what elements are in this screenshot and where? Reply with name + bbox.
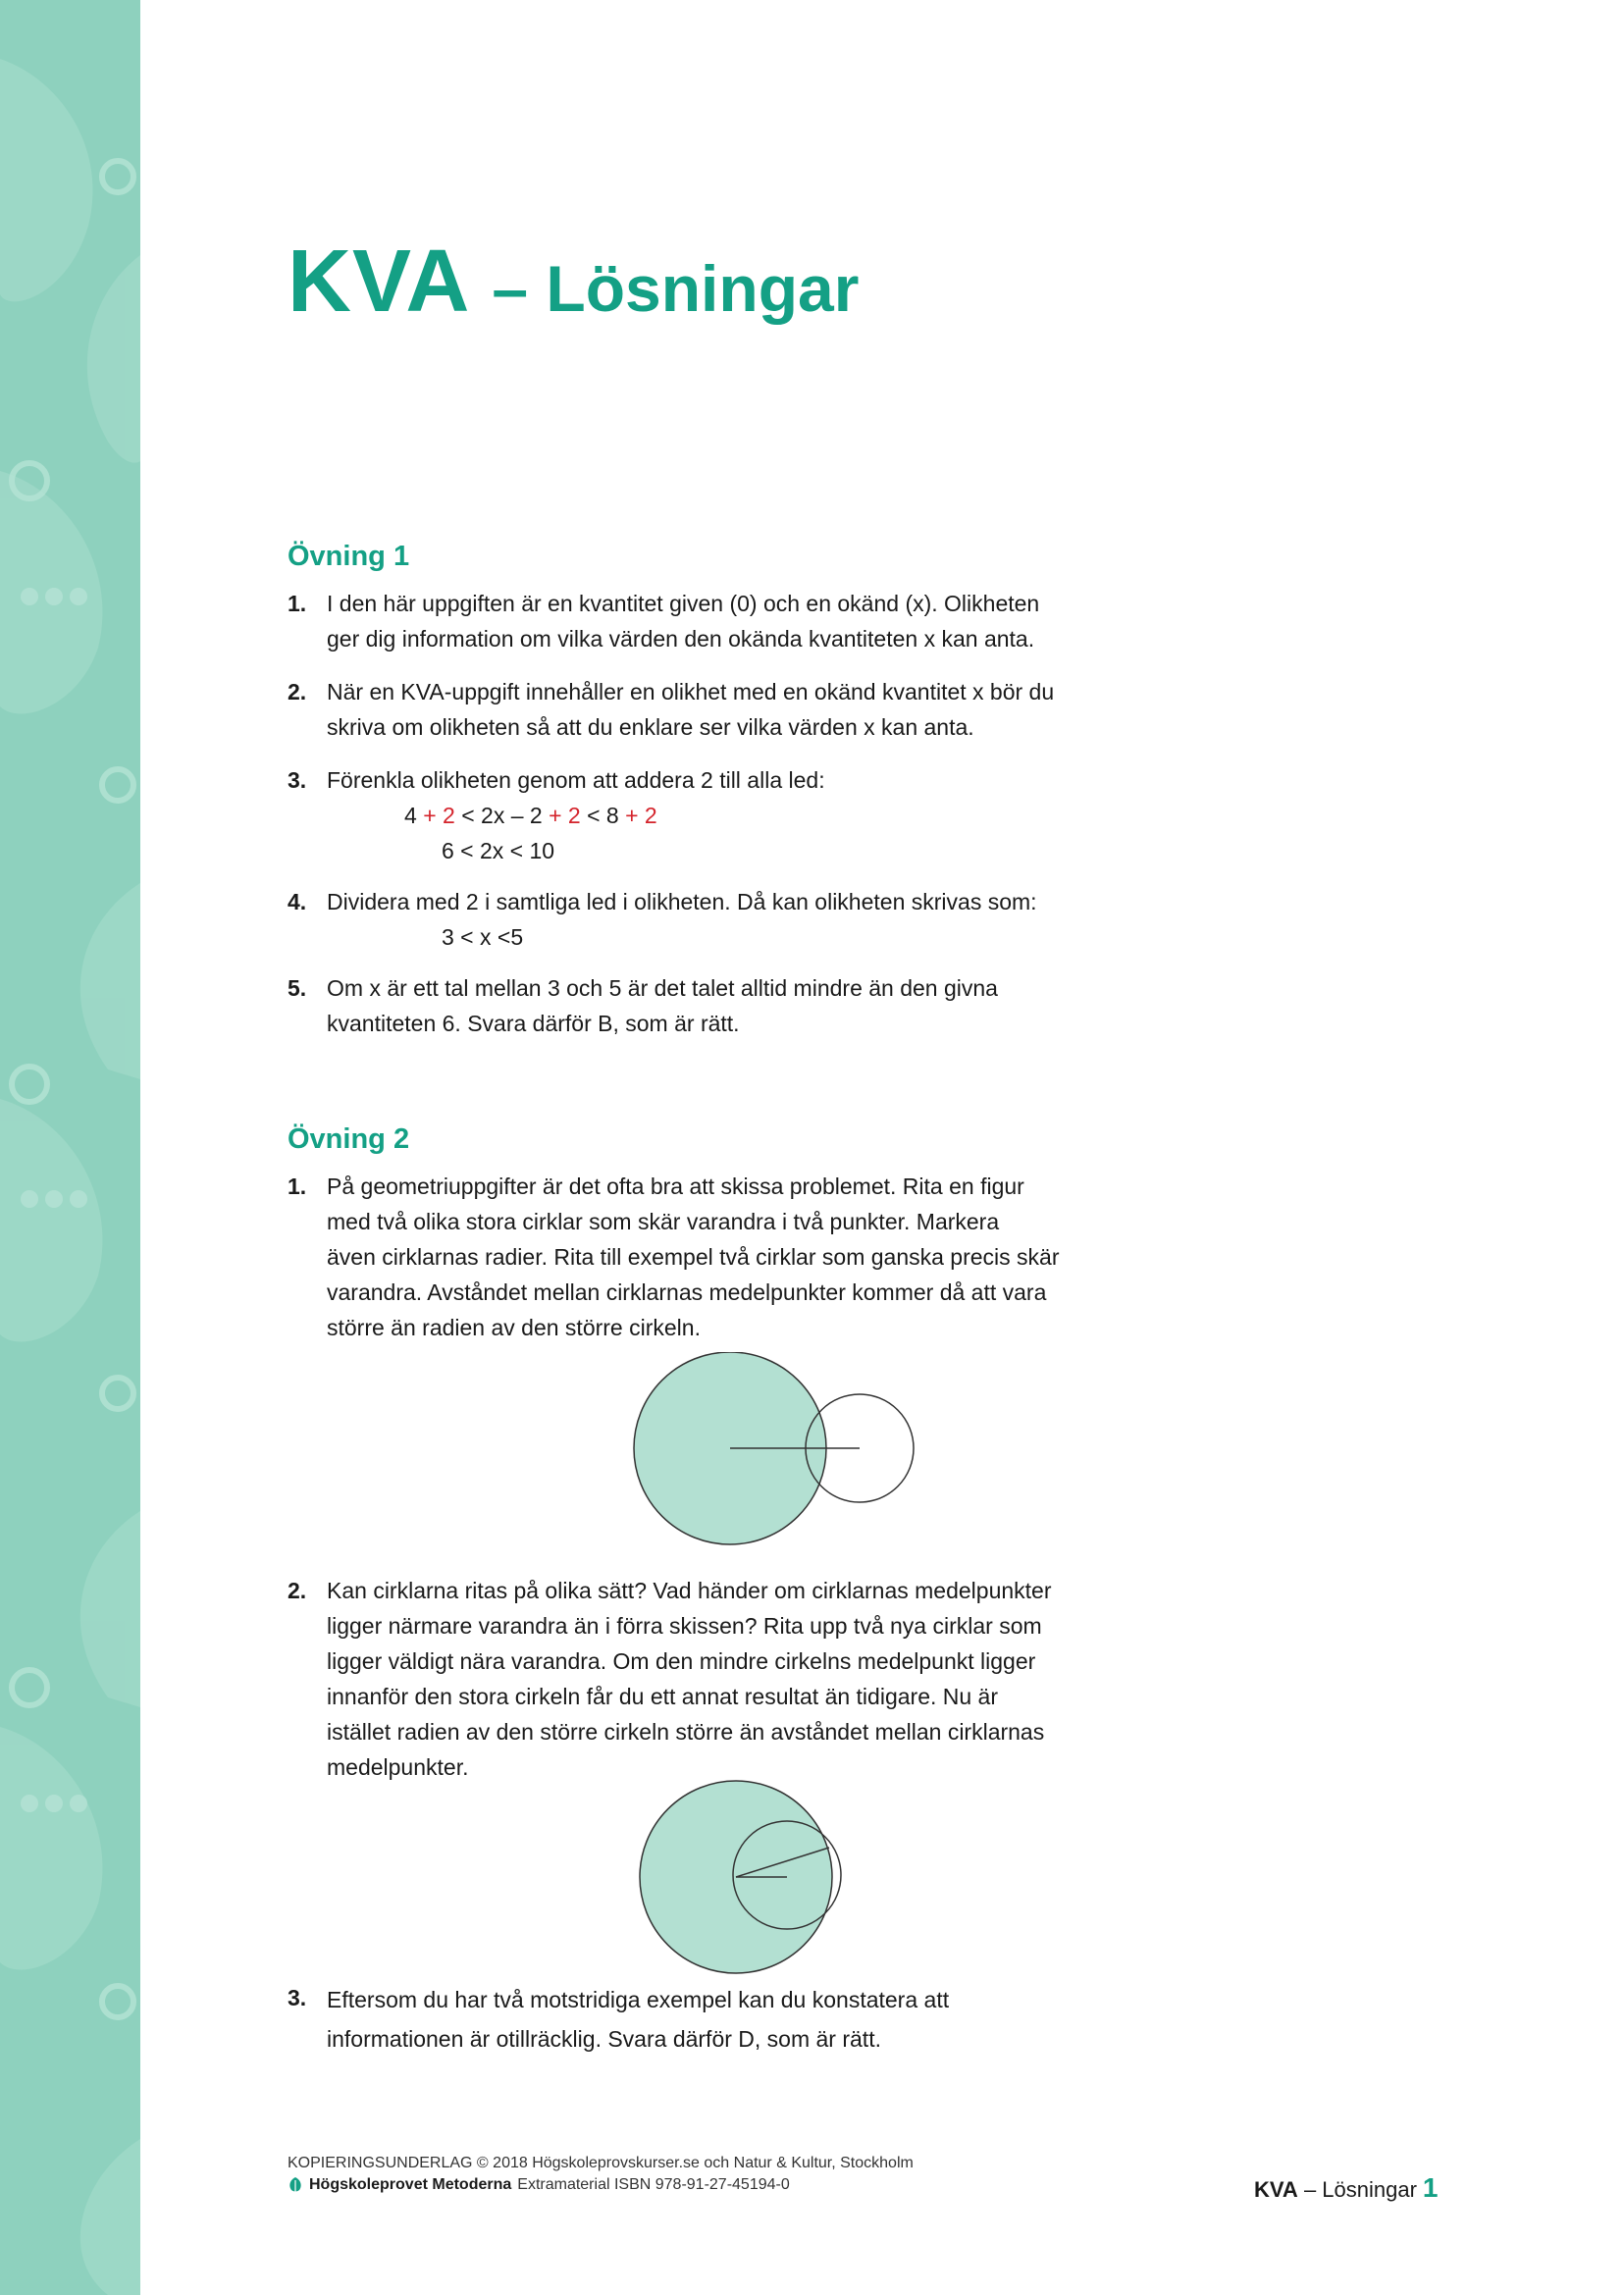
item-text-line: Förenkla olikheten genom att addera 2 till alla led:: [327, 767, 825, 793]
item-text-line: Kan cirklarna ritas på olika sätt? Vad händer om cirklarnas medelpunkter: [327, 1578, 1052, 1603]
math-expression-2: 6 < 2x < 10: [442, 838, 555, 863]
ovning1-item-4: [288, 884, 1151, 955]
item-text-line: kvantiteten 6. Svara därför B, som är rätt.: [327, 1011, 740, 1036]
ovning1-item-3: [288, 762, 1151, 868]
item-text-line: innanför den stora cirkeln får du ett annat resultat än tidigare. Nu är: [327, 1684, 999, 1709]
title-subtitle: – Lösningar: [492, 252, 860, 325]
item-number: 3.: [288, 1985, 307, 2010]
leaf-logo-icon: [288, 2176, 303, 2194]
item-text-line: medelpunkter.: [327, 1754, 469, 1780]
ovning2-item-2: [288, 1573, 1151, 1785]
math-expression-3: 3 < x <5: [442, 924, 524, 950]
item-number: 4.: [288, 889, 307, 914]
footer-copyright: KOPIERINGSUNDERLAG © 2018 Högskoleprovskurser.se och Natur & Kultur, Stockholm: [288, 2155, 914, 2171]
item-text-line: ligger närmare varandra än i förra skissen? Rita upp två nya cirklar som: [327, 1613, 1042, 1639]
item-number: 3.: [288, 767, 307, 793]
item-number: 2.: [288, 679, 307, 704]
math-expression-1: 4 + 2 < 2x – 2 + 2 < 8 + 2: [404, 803, 657, 828]
page-number: 1: [1422, 2172, 1439, 2203]
footer-brand: Högskoleprovet Metoderna: [309, 2176, 512, 2193]
title-main: KVA: [288, 233, 471, 331]
item-text-line: Dividera med 2 i samtliga led i olikheten. Då kan olikheten skrivas som:: [327, 889, 1037, 914]
ovning1-item-5: [288, 970, 1151, 1041]
item-text-line: istället radien av den större cirkeln större än avståndet mellan cirklarnas: [327, 1719, 1045, 1745]
ovning2-item-1: [288, 1169, 1151, 1345]
item-text-line: Eftersom du har två motstridiga exempel kan du konstatera att: [327, 1987, 950, 2012]
item-text-line: ligger väldigt nära varandra. Om den mindre cirkelns medelpunkt ligger: [327, 1648, 1036, 1674]
footer-losningar: – Lösningar: [1297, 2177, 1417, 2202]
item-number: 1.: [288, 1174, 307, 1199]
item-text-line: varandra. Avståndet mellan cirklarnas medelpunkter kommer då att vara: [327, 1279, 1047, 1305]
decorative-sidebar: [0, 0, 140, 2295]
sidebar-pattern: [0, 0, 140, 2295]
ovning1-item-2: [288, 674, 1151, 745]
item-text-line: När en KVA-uppgift innehåller en olikhet med en okänd kvantitet x bör du: [327, 679, 1055, 704]
item-text-line: informationen är otillräcklig. Svara därför D, som är rätt.: [327, 2026, 881, 2052]
figure-intersecting-circles-1: [628, 1352, 922, 1548]
footer-kva: KVA: [1254, 2177, 1298, 2202]
item-text-line: större än radien av den större cirkeln.: [327, 1315, 701, 1340]
item-text-line: även cirklarnas radier. Rita till exempel två cirklar som ganska precis skär: [327, 1244, 1060, 1270]
item-text-line: skriva om olikheten så att du enklare ser vilka värden x kan anta.: [327, 714, 974, 740]
footer-left: [288, 2153, 914, 2196]
item-number: 2.: [288, 1578, 307, 1603]
item-text-line: På geometriuppgifter är det ofta bra att skissa problemet. Rita en figur: [327, 1174, 1024, 1199]
ovning2-heading: Övning 2: [288, 1123, 410, 1155]
page-title: [288, 233, 860, 331]
footer-page-label: [1254, 2172, 1439, 2204]
ovning1-heading: Övning 1: [288, 541, 410, 572]
item-text-line: Om x är ett tal mellan 3 och 5 är det talet alltid mindre än den givna: [327, 975, 998, 1001]
figure-intersecting-circles-2: [638, 1779, 854, 1975]
item-text-line: ger dig information om vilka värden den okända kvantiteten x kan anta.: [327, 626, 1035, 652]
ovning2-item-3: [288, 1980, 1151, 2059]
item-text-line: med två olika stora cirklar som skär varandra i två punkter. Markera: [327, 1209, 1000, 1234]
item-number: 1.: [288, 591, 307, 616]
item-text-line: I den här uppgiften är en kvantitet given (0) och en okänd (x). Olikheten: [327, 591, 1040, 616]
ovning1-item-1: [288, 586, 1151, 656]
item-number: 5.: [288, 975, 307, 1001]
footer-extramaterial: Extramaterial ISBN 978-91-27-45194-0: [517, 2176, 790, 2193]
